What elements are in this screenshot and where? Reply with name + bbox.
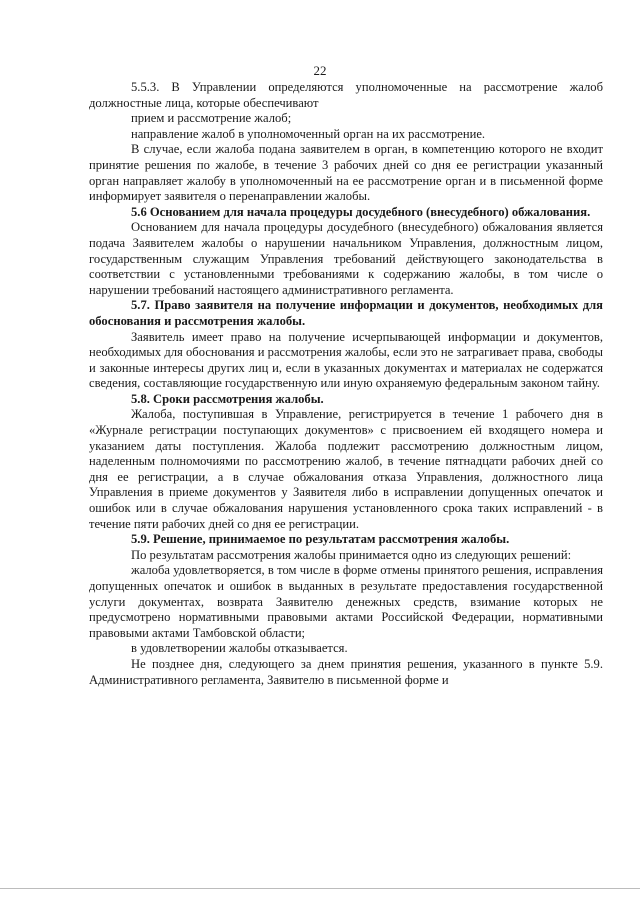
paragraph-direct: направление жалоб в уполномоченный орган на их рассмотрение.	[131, 126, 486, 141]
paragraph-5-6: Основанием для начала процедуры досудебного (внесудебного) обжалования является подача Заявителем жалобы о нарушении начальником Управления, должностным лицом, государственным служащим Управления требований действующего законодательства в соответствии с установленными требованиями к содержанию жалобы, в том числе о нарушении требований настоящего административного регламента.	[89, 220, 603, 297]
paragraph-5-9: По результатам рассмотрения жалобы принимается одно из следующих решений:	[131, 547, 572, 562]
paragraph-5-8: Жалоба, поступившая в Управление, регистрируется в течение 1 рабочего дня в «Журнале регистрации поступающих документов» с присвоением ей входящего номера и указанием даты поступления. Жалоба подлежит рассмотрению должностным лицом, наделенным полномочиями по рассмотрению жалоб, в течение пятнадцати рабочих дней со дня ее регистрации, а в случае обжалования отказа Управления, должностного лица Управления в приеме документов у Заявителя либо в исправлении допущенных опечаток и ошибок или в случае обжалования нарушения установленного срока таких исправлений - в течение пяти рабочих дней со дня ее регистрации.	[89, 407, 603, 531]
paragraph-complaint-satisfied: жалоба удовлетворяется, в том числе в форме отмены принятого решения, исправления допущенных опечаток и ошибок в выданных в результате предоставления государственной услуги документах, возврата Заявителю денежных средств, взимание которых не предусмотрено нормативными правовыми актами Российской Федерации, нормативными правовыми актами Тамбовской области;	[89, 563, 603, 640]
paragraph-5-7: Заявитель имеет право на получение исчерпывающей информации и документов, необходимых для обоснования и рассмотрения жалобы, если это не затрагивает права, свободы и законные интересы других лиц и, если в указанных документах и материалах не содержатся сведения, составляющие государственную или иную охраняемую федеральным законом тайну.	[89, 329, 603, 391]
heading-5-8: 5.8. Сроки рассмотрения жалобы.	[131, 391, 324, 406]
heading-5-9: 5.9. Решение, принимаемое по результатам рассмотрения жалобы.	[131, 532, 510, 547]
paragraph-receive: прием и рассмотрение жалоб;	[131, 111, 292, 126]
heading-5-6: 5.6 Основанием для начала процедуры досудебного (внесудебного) обжалования.	[131, 204, 591, 219]
heading-5-7: 5.7. Право заявителя на получение информации и документов, необходимых для обоснования и рассмотрения жалобы.	[89, 298, 603, 328]
scan-edge-line	[0, 888, 640, 889]
paragraph-redirect-case: В случае, если жалоба подана заявителем в орган, в компетенцию которого не входит принятие решения по жалобе, в течение 3 рабочих дней со дня ее регистрации указанный орган направляет жалобу в уполномоченный на ее рассмотрение орган и в письменной форме информирует заявителя о перенаправлении жалобы.	[89, 142, 603, 204]
paragraph-complaint-refused: в удовлетворении жалобы отказывается.	[131, 641, 348, 656]
paragraph-5-5-3: 5.5.3. В Управлении определяются уполномоченные на рассмотрение жалоб должностные лица, которые обеспечивают	[89, 80, 603, 110]
paragraph-notification-deadline: Не позднее дня, следующего за днем принятия решения, указанного в пункте 5.9. Административного регламента, Заявителю в письменной форме и	[89, 656, 603, 687]
page-number: 22	[313, 63, 327, 78]
document-body	[89, 80, 603, 688]
